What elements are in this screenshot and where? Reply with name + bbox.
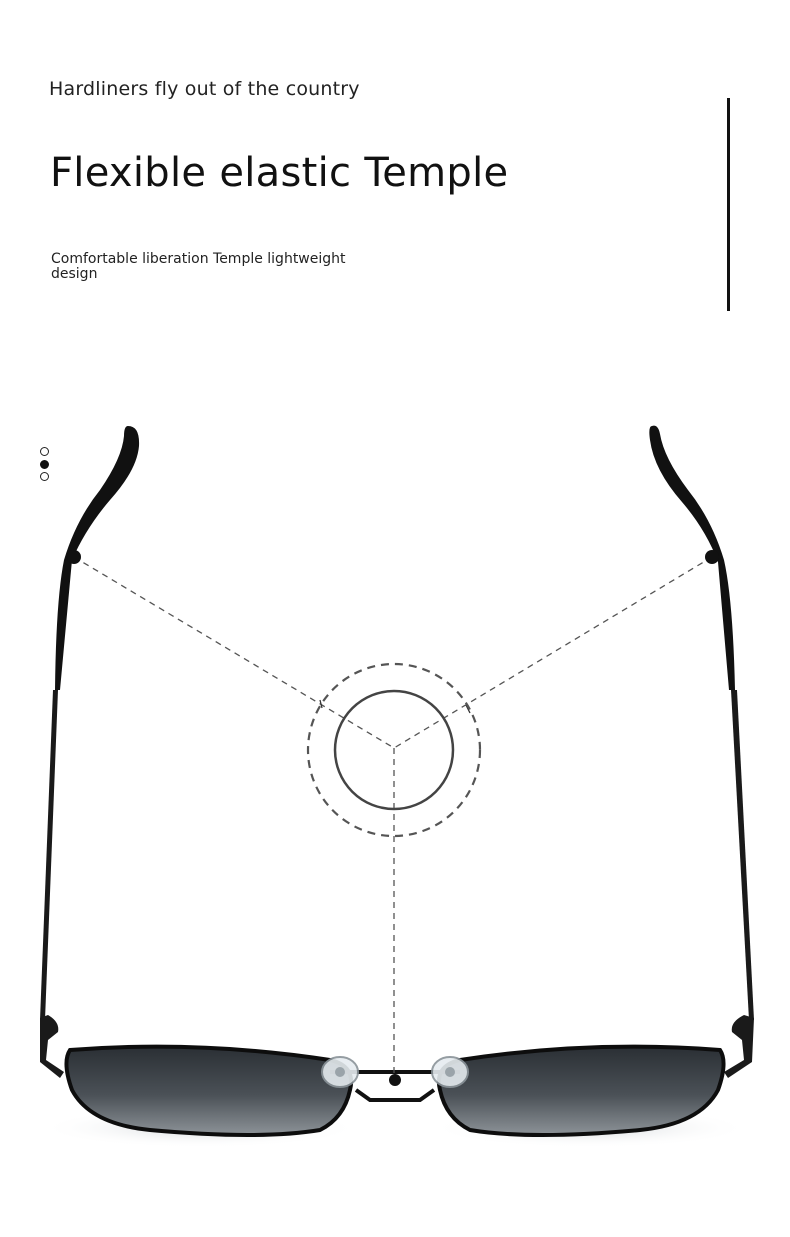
headline: Flexible elastic Temple bbox=[50, 150, 509, 196]
left-lens bbox=[66, 1047, 351, 1135]
callout-point-right bbox=[705, 550, 719, 564]
tagline: Hardliners fly out of the country bbox=[49, 78, 360, 100]
right-temple bbox=[649, 426, 754, 1078]
left-temple bbox=[40, 426, 139, 1078]
callout-point-left bbox=[67, 550, 81, 564]
callout-lines bbox=[74, 557, 712, 1073]
subtext: Comfortable liberation Temple lightweight design bbox=[51, 251, 346, 282]
right-lens bbox=[439, 1047, 724, 1135]
